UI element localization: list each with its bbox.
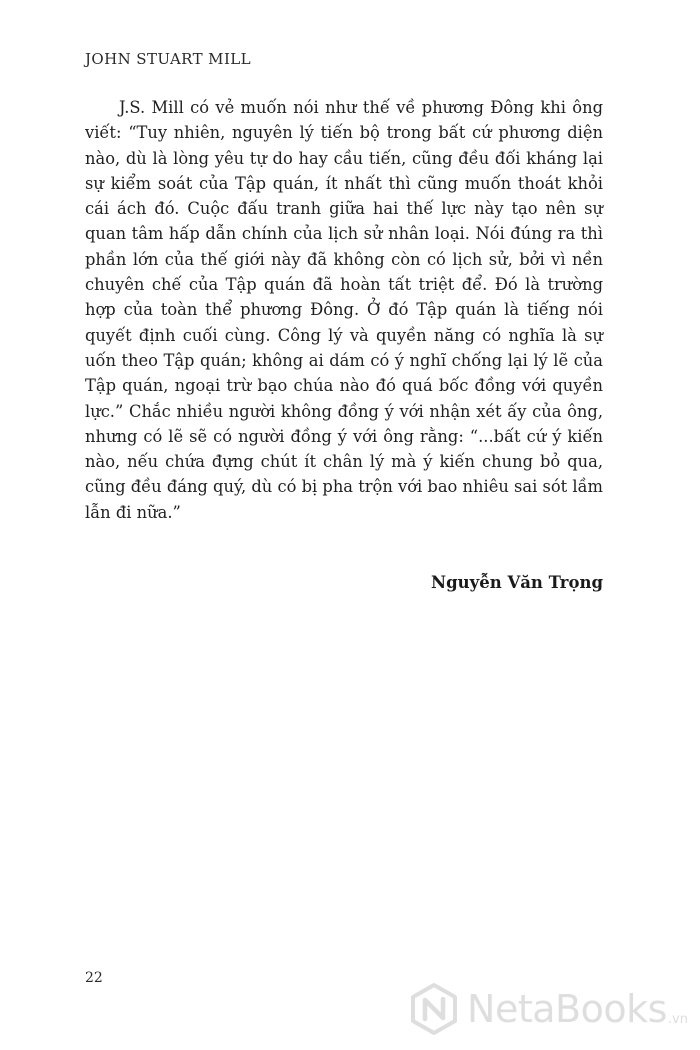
watermark-suffix: .vn xyxy=(667,1012,688,1027)
running-head: JOHN STUART MILL xyxy=(85,50,251,68)
body-paragraph: J.S. Mill có vẻ muốn nói như thế về phương Đông khi ông viết: “Tuy nhiên, nguyên lý tiến bộ trong bất cứ phương diện nào, dù là lòng yêu tự do hay cầu tiến, cũng đều đối kháng lại sự kiểm soát của Tập quán, ít nhất thì cũng muốn thoát khỏi cái ách đó. Cuộc đấu tranh giữa hai thế lực này tạo nên sự quan tâm hấp dẫn chính của lịch sử nhân loại. Nói đúng ra thì phần lớn của thế giới này đã không còn có lịch sử, bởi vì nền chuyên chế của Tập quán đã hoàn tất triệt để. Đó là trường hợp của toàn thể phương Đông. Ở đó Tập quán là tiếng nói quyết định cuối cùng. Công lý và quyền năng có nghĩa là sự uốn theo Tập quán; không ai dám có ý nghĩ chống lại lý lẽ của Tập quán, ngoại trừ bạo chúa nào đó quá bốc đồng với quyền lực.” Chắc nhiều người không đồng ý với nhận xét ấy của ông, nhưng có lẽ sẽ có người đồng ý với ông rằng: “...bất cứ ý kiến nào, nếu chứa đựng chút ít chân lý mà ý kiến chung bỏ qua, cũng đều đáng quý, dù có bị pha trộn với bao nhiêu sai sót lầm lẫn đi nữa.” xyxy=(85,98,603,522)
page-number: 22 xyxy=(85,970,103,986)
watermark xyxy=(407,982,688,1036)
watermark-brand: NetaBooks xyxy=(467,987,667,1031)
netabooks-logo-icon xyxy=(407,982,461,1036)
author-signature: Nguyễn Văn Trọng xyxy=(431,573,603,592)
